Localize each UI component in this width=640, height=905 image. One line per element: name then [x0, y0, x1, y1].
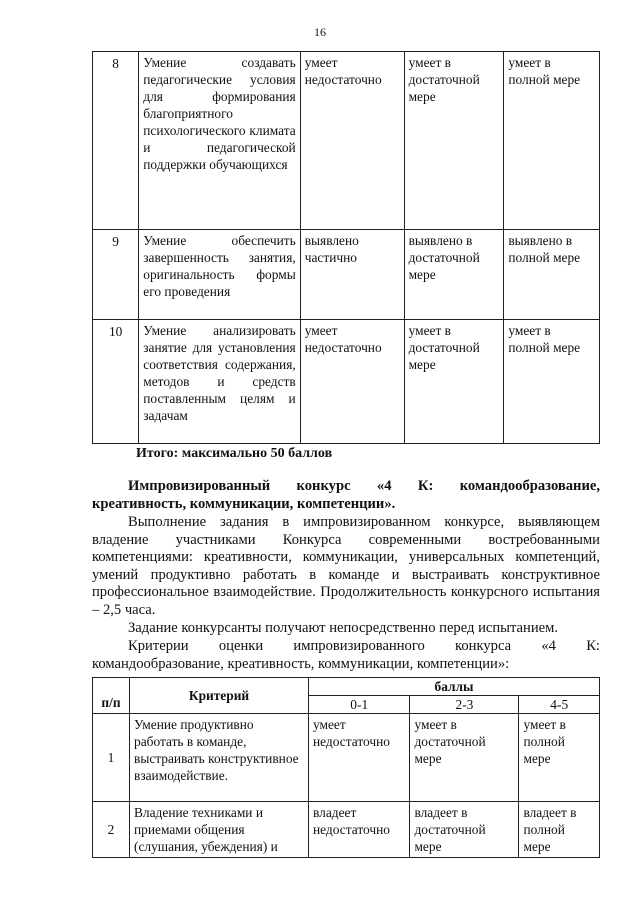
criterion-cell: Умение обеспечить завершенность занятия, оригинальность формы его проведения: [139, 230, 300, 320]
score-high-cell: умеет в полной мере: [519, 714, 600, 802]
criterion-cell: Владение техниками и приемами общения (слушания, убеждения) и: [130, 802, 309, 858]
score-mid-cell: умеет в достаточной мере: [404, 320, 504, 444]
table-row: [93, 52, 600, 230]
score-high-cell: выявлено в полной мере: [504, 230, 600, 320]
row-number: 2: [93, 802, 130, 858]
paragraph-task: Задание конкурсанты получают непосредственно перед испытанием.: [128, 620, 558, 636]
score-low-cell: владеет недостаточно: [309, 802, 410, 858]
header-range-high: 4-5: [519, 696, 600, 714]
score-low-cell: умеет недостаточно: [300, 320, 404, 444]
row-number: 10: [93, 320, 139, 444]
score-mid-cell: выявлено в достаточной мере: [404, 230, 504, 320]
total-score: Итого: максимально 50 баллов: [136, 446, 333, 461]
score-low-cell: умеет недостаточно: [300, 52, 404, 230]
header-points: баллы: [309, 678, 600, 696]
criterion-cell: Умение создавать педагогические условия для формирования благоприятного психологического климата и педагогической поддержки обучающихся: [139, 52, 300, 230]
table-header-row: [93, 678, 600, 696]
score-low-cell: выявлено частично: [300, 230, 404, 320]
score-mid-cell: умеет в достаточной мере: [404, 52, 504, 230]
contest-criteria-table: [92, 677, 600, 858]
header-number: п/п: [93, 678, 130, 714]
table-row: [93, 714, 600, 802]
table-row: [93, 320, 600, 444]
section-title: Импровизированный конкурс «4 К: командообразование, креативность, коммуникации, компетенции».: [92, 478, 600, 512]
header-criterion: Критерий: [130, 678, 309, 714]
row-number: 8: [93, 52, 139, 230]
criterion-cell: Умение продуктивно работать в команде, выстраивать конструктивное взаимодействие.: [130, 714, 309, 802]
criterion-cell: Умение анализировать занятие для установления соответствия содержания, методов и средств поставленным целям и задачам: [139, 320, 300, 444]
page-number: 16: [314, 25, 326, 39]
paragraph-description: Выполнение задания в импровизированном конкурсе, выявляющем владение участниками Конкурса современными востребованными компетенциями: креативности, коммуникации, универсальных компетенций, умений продуктивно работать в команде и выстраивать конструктивное профессиональное взаимодействие. Продолжительность конкурсного испытания – 2,5 часа.: [92, 514, 600, 618]
table-row: [93, 802, 600, 858]
criteria-table-continued: [92, 51, 600, 444]
header-range-mid: 2-3: [410, 696, 519, 714]
row-number: 1: [93, 714, 130, 802]
table-row: [93, 230, 600, 320]
score-mid-cell: владеет в достаточной мере: [410, 802, 519, 858]
score-low-cell: умеет недостаточно: [309, 714, 410, 802]
score-high-cell: владеет в полной мере: [519, 802, 600, 858]
row-number: 9: [93, 230, 139, 320]
header-range-low: 0-1: [309, 696, 410, 714]
score-high-cell: умеет в полной мере: [504, 52, 600, 230]
paragraph-criteria-intro: Критерии оценки импровизированного конкурса «4 К: командообразование, креативность, коммуникации, компетенции»:: [92, 638, 600, 672]
score-high-cell: умеет в полной мере: [504, 320, 600, 444]
score-mid-cell: умеет в достаточной мере: [410, 714, 519, 802]
